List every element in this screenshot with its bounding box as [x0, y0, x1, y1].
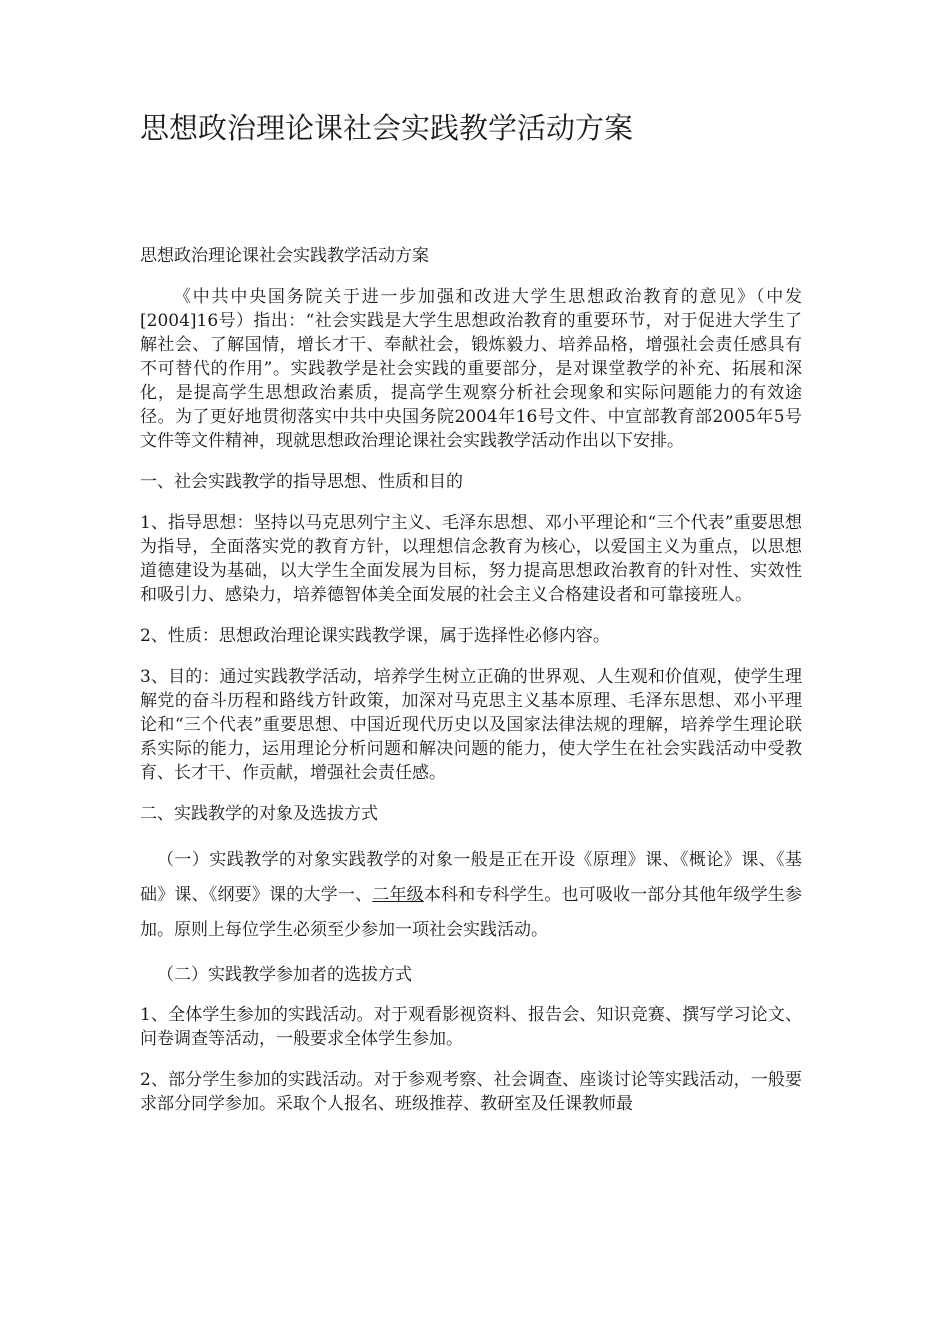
purpose-paragraph: 3、目的：通过实践教学活动，培养学生树立正确的世界观、人生观和价值观，使学生理解党的奋斗历程和路线方针政策，加深对马克思主义基本原理、毛泽东思想、邓小平理论和“三个代表”重要思想、中国近现代历史以及国家法律法规的理解，培养学生理论联系实际的能力，运用理论分析问题和解决问题的能力，使大学生在社会实践活动中受教育、长才干、作贡献，增强社会责任感。 [140, 667, 802, 783]
all-students-paragraph: 1、全体学生参加的实践活动。对于观看影视资料、报告会、知识竞赛、撰写学习论文、问卷调查等活动，一般要求全体学生参加。 [140, 1005, 802, 1049]
document-subtitle: 思想政治理论课社会实践教学活动方案 [140, 246, 429, 266]
teaching-target-text-a: （一）实践教学的对象实践教学的对象一般是正在开设《原理》课、《概论》课、《基础》课、《纲要》课的大学一、 [140, 850, 802, 905]
document-body [140, 244, 802, 1133]
intro-paragraph: 《中共中央国务院关于进一步加强和改进大学生思想政治教育的意见》（中发[2004]16号）指出：“社会实践是大学生思想政治教育的重要环节，对于促进大学生了解社会、了解国情，增长才干、奉献社会，锻炼毅力、培养品格，增强社会责任感具有不可替代的作用”。实践教学是社会实践的重要部分，是对课堂教学的补充、拓展和深化，是提高学生思想政治素质，提高学生观察分析社会现象和实际问题能力的有效途径。为了更好地贯彻落实中共中央国务院2004年16号文件、中宣部教育部2005年5号文件等文件精神，现就思想政治理论课社会实践教学活动作出以下安排。 [140, 287, 802, 451]
teaching-target-paragraph [140, 843, 802, 948]
underlined-grade: 二年级 [372, 885, 424, 905]
nature-paragraph: 2、性质：思想政治理论课实践教学课，属于选择性必修内容。 [140, 626, 610, 646]
document-title: 思想政治理论课社会实践教学活动方案 [140, 111, 634, 145]
teaching-target-text-b: 本科和专科学生。也可吸收一部分其他年级学生参加。原则上每位学生必须至少参加一项社会实践活动。 [140, 885, 803, 940]
section-2-heading: 二、实践教学的对象及选拔方式 [140, 804, 378, 824]
guiding-ideology-paragraph: 1、指导思想：坚持以马克思列宁主义、毛泽东思想、邓小平理论和“三个代表”重要思想为指导，全面落实党的教育方针，以理想信念教育为核心，以爱国主义为重点，以思想道德建设为基础，以大学生全面发展为目标，努力提高思想政治教育的针对性、实效性和吸引力、感染力，培养德智体美全面发展的社会主义合格建设者和可靠接班人。 [140, 513, 802, 605]
some-students-paragraph: 2、部分学生参加的实践活动。对于参观考察、社会调查、座谈讨论等实践活动，一般要求部分同学参加。采取个人报名、班级推荐、教研室及任课教师最 [140, 1070, 802, 1114]
section-1-heading: 一、社会实践教学的指导思想、性质和目的 [140, 472, 463, 492]
selection-method-heading: （二）实践教学参加者的选拔方式 [157, 965, 412, 985]
